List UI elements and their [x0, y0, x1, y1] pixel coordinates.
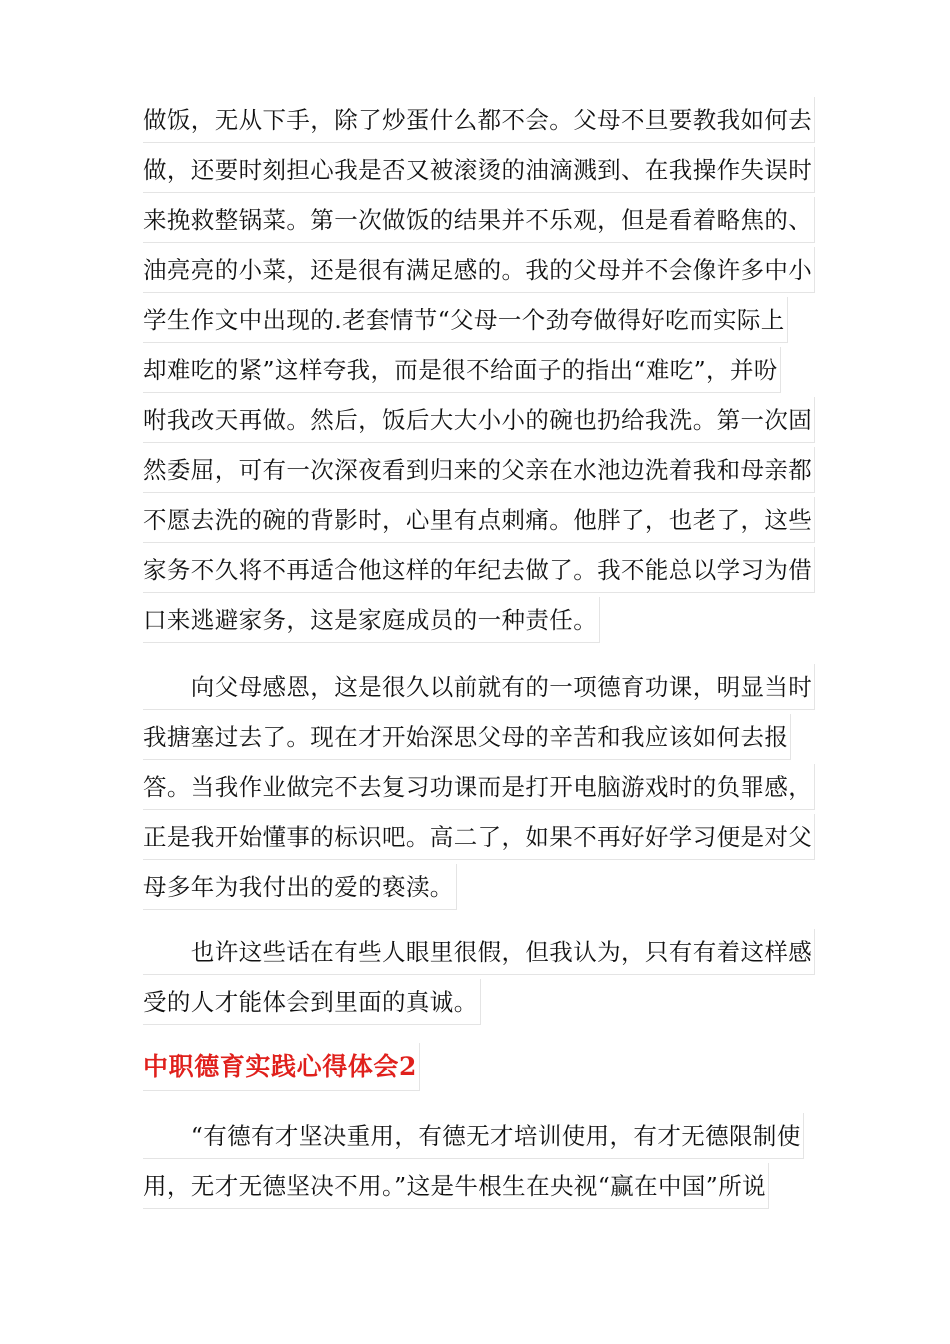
paragraph-1-line-4: 油亮亮的小菜，还是很有满足感的。我的父母并不会像许多中小	[143, 247, 815, 293]
paragraph-1-line-2: 做，还要时刻担心我是否又被滚烫的油滴溅到、在我操作失误时	[143, 147, 815, 193]
paragraph-2-line-5: 母多年为我付出的爱的亵渎。	[143, 864, 457, 910]
paragraph-1-line-1: 做饭，无从下手，除了炒蛋什么都不会。父母不旦要教我如何去	[143, 97, 815, 143]
paragraph-1-line-11: 口来逃避家务，这是家庭成员的一种责任。	[143, 597, 600, 643]
paragraph-3-line-1: 也许这些话在有些人眼里很假，但我认为，只有有着这样感	[143, 929, 815, 975]
paragraph-1-line-10: 家务不久将不再适合他这样的年纪去做了。我不能总以学习为借	[143, 547, 815, 593]
paragraph-2-line-1: 向父母感恩，这是很久以前就有的一项德育功课，明显当时	[143, 664, 815, 710]
paragraph-4-line-2: 用，无才无德坚决不用。”这是牛根生在央视“赢在中国”所说	[143, 1163, 769, 1209]
paragraph-2-line-4: 正是我开始懂事的标识吧。高二了，如果不再好好学习便是对父	[143, 814, 815, 860]
paragraph-3-line-2: 受的人才能体会到里面的真诚。	[143, 979, 481, 1025]
paragraph-1-line-5: 学生作文中出现的.老套情节“父母一个劲夸做得好吃而实际上	[143, 297, 788, 343]
paragraph-2-line-2: 我搪塞过去了。现在才开始深思父母的辛苦和我应该如何去报	[143, 714, 791, 760]
paragraph-2-line-3: 答。当我作业做完不去复习功课而是打开电脑游戏时的负罪感，	[143, 764, 815, 810]
paragraph-1-line-6: 却难吃的紧”这样夸我，而是很不给面子的指出“难吃”，并吩	[143, 347, 781, 393]
paragraph-1-line-8: 然委屈，可有一次深夜看到归来的父亲在水池边洗着我和母亲都	[143, 447, 815, 493]
paragraph-1-line-9: 不愿去洗的碗的背影时，心里有点刺痛。他胖了，也老了，这些	[143, 497, 815, 543]
paragraph-4-line-1: “有德有才坚决重用，有德无才培训使用，有才无德限制使	[143, 1113, 804, 1159]
paragraph-1-line-7: 咐我改天再做。然后，饭后大大小小的碗也扔给我洗。第一次固	[143, 397, 815, 443]
paragraph-1-line-3: 来挽救整锅菜。第一次做饭的结果并不乐观，但是看着略焦的、	[143, 197, 815, 243]
section-heading: 中职德育实践心得体会2	[143, 1043, 420, 1091]
